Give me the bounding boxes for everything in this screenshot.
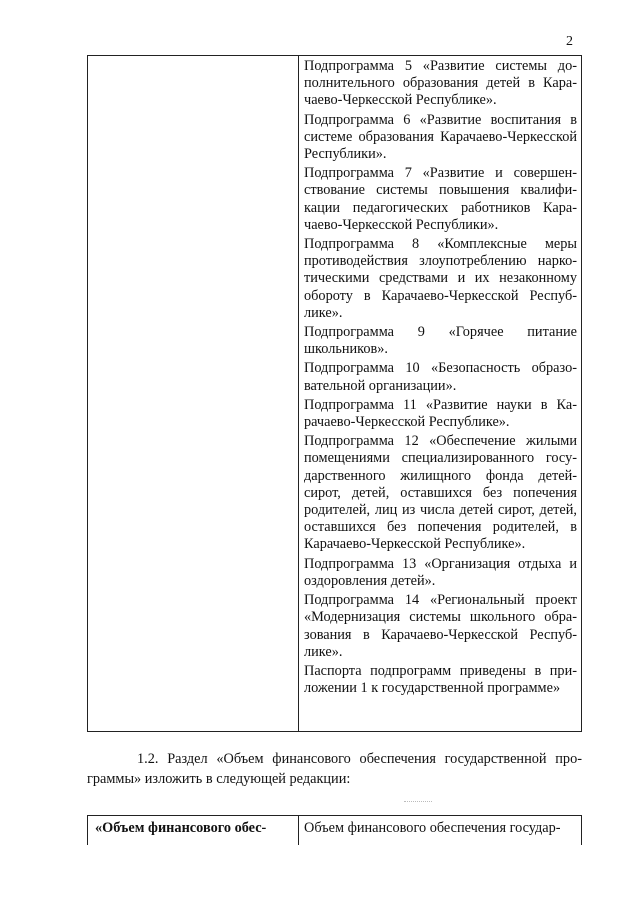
subprogram-13-text: Подпрограмма 13 «Организация отдыха и оздоровления детей». (304, 555, 577, 589)
page-number: 2 (566, 34, 573, 49)
subprograms-cell (304, 58, 577, 699)
scan-artifact (404, 801, 432, 802)
subprogram-9-text: Подпрограмма 9 «Горячее питание школьников». (304, 324, 577, 358)
column-divider (298, 816, 299, 845)
section-1-2-paragraph: 1.2. Раздел «Объем финансового обеспечения государственной программы» изложить в следующей редакции: (87, 751, 582, 787)
subprogram-6-text: Подпрограмма 6 «Развитие воспитания в системе образования Карачаево-Черкесской Республики». (304, 111, 577, 163)
subprogram-7-text: Подпрограмма 7 «Развитие и совершенствование системы повышения квалификации педагогических работников Карачаево-Черкесской Республики». (304, 165, 577, 233)
subprogram-10-text: Подпрограмма 10 «Безопасность образовательной организации». (304, 360, 577, 394)
subprogram-14-text: Подпрограмма 14 «Региональный проект «Модернизация системы школьного образования в Карачаево-Черкесской Республике». (304, 592, 577, 660)
subprogram-11-text: Подпрограмма 11 «Развитие науки в Карачаево-Черкесской Республике». (304, 396, 577, 431)
passports-note-text: Паспорта подпрограмм приведены в приложении 1 к государственной программе» (304, 662, 577, 697)
column-divider (298, 56, 299, 731)
financing-heading-cell: «Объем финансового обес- (95, 820, 267, 836)
program-passport-table (87, 55, 582, 732)
financing-text-cell: Объем финансового обеспечения государ- (304, 820, 561, 836)
subprogram-5-text: Подпрограмма 5 «Развитие системы дополнительного образования детей в Карачаево-Черкесской Республике». (304, 58, 577, 109)
subprogram-8-text: Подпрограмма 8 «Комплексные меры противодействия злоупотреблению наркотическими средствами и их незаконному обороту в Карачаево-Черкесской Республике». (304, 236, 577, 321)
financing-table (87, 815, 582, 845)
subprogram-12-text: Подпрограмма 12 «Обеспечение жилыми помещениями специализированного государственного жилищного фонда детей-сирот, детей, оставшихся без попечения родителей, лиц из числа детей сирот, детей, оставшихся без попечения родителей, в Карачаево-Черкесской Республике». (304, 433, 577, 553)
